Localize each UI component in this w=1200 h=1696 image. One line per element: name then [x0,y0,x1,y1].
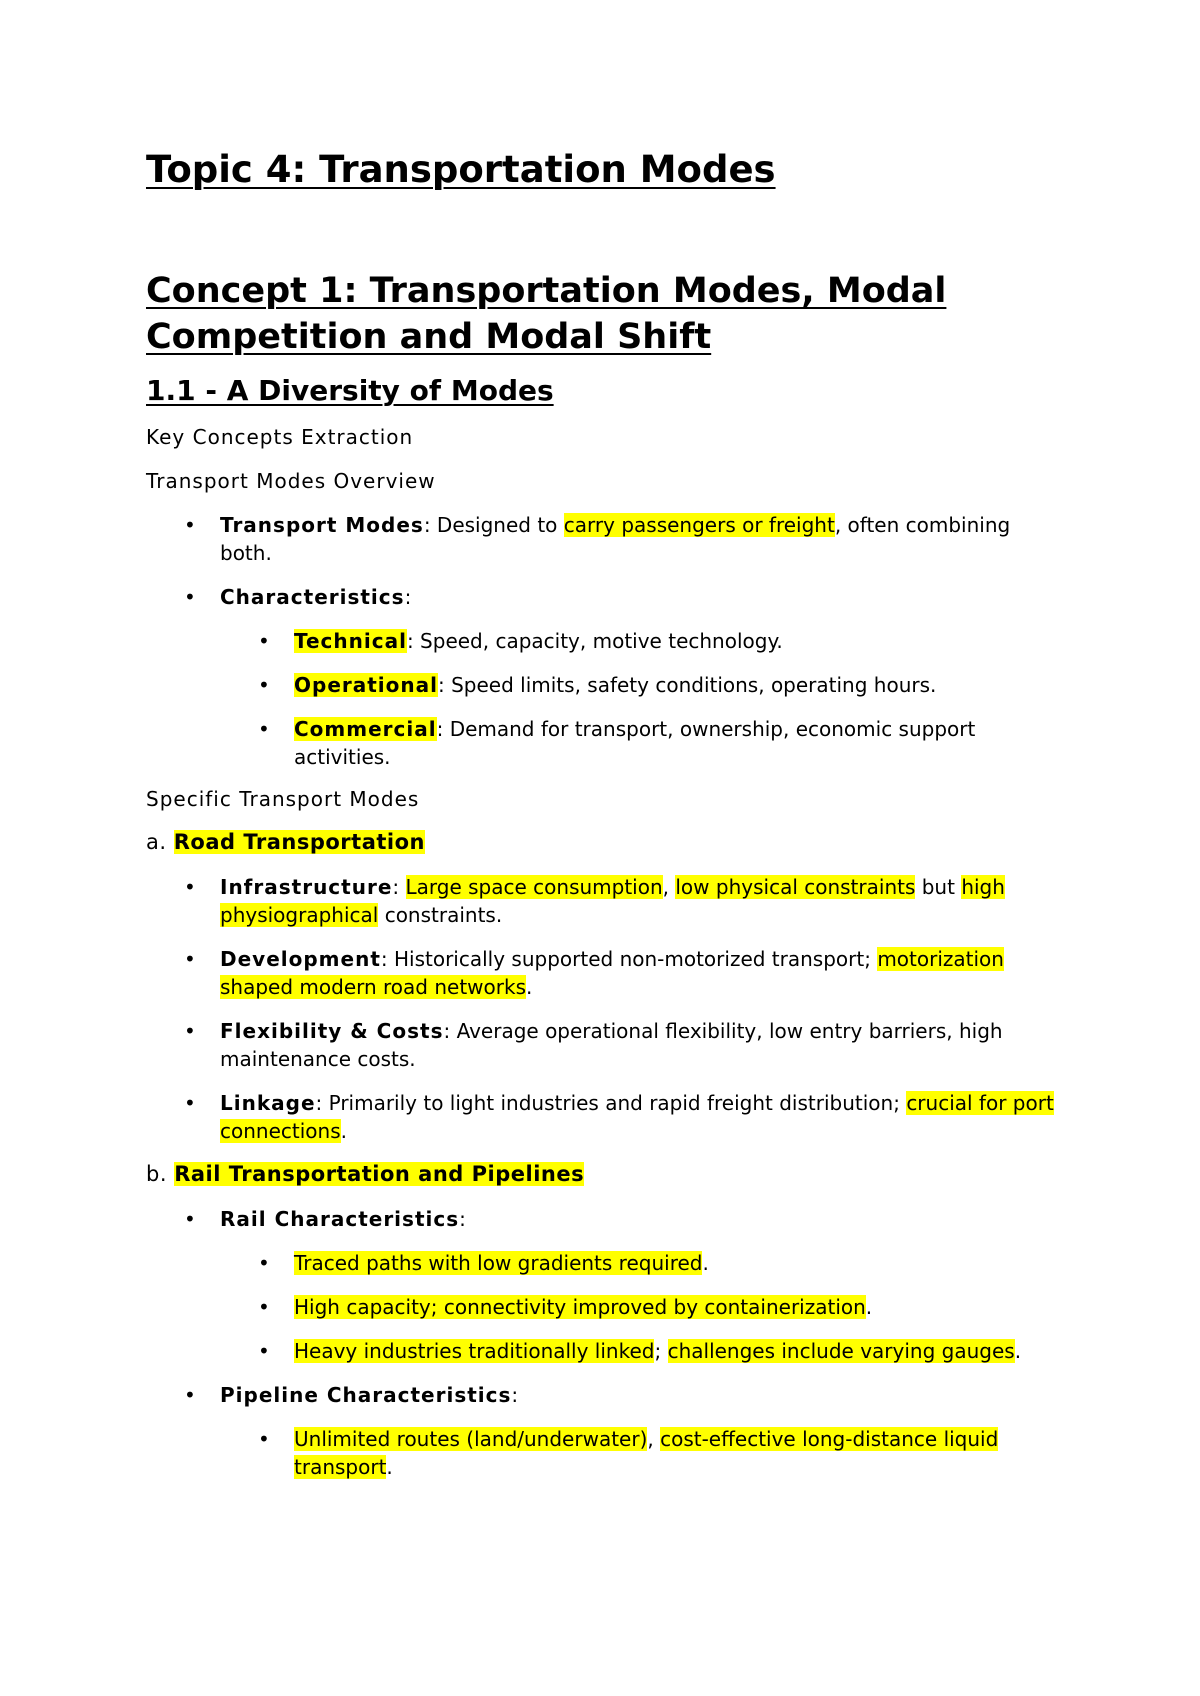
bullet-icon: • [258,629,270,653]
item-label: Transport Modes [220,513,424,537]
highlight: cost-effective long-distance liquid transport [294,1427,999,1479]
concept-heading-line1: Concept 1: Transportation Modes, Modal [146,271,947,311]
list-item: • Flexibility & Costs: Average operational flexibility, low entry barriers, high maintenance costs. [184,1019,1003,1071]
bullet-icon: • [184,513,196,537]
highlight: High capacity; connectivity improved by containerization [294,1295,866,1319]
highlight: Traced paths with low gradients required [294,1251,703,1275]
road-list [146,873,1066,1145]
list-item: • Infrastructure: Large space consumption, low physical constraints but high physiographical constraints. [184,875,1005,927]
list-item: • Rail Characteristics: • Traced paths with low gradients required. • High capacity; connectivity improved by containerization. • Heavy industries traditionally linked; challenges include varying gauges. [146,1205,1066,1365]
item-label: Rail Characteristics [220,1207,460,1231]
bullet-icon: • [258,1295,270,1319]
item-label: Infrastructure [220,875,393,899]
item-label: Characteristics [220,585,405,609]
highlight: high physiographical [220,875,1005,927]
highlight: low physical constraints [675,875,916,899]
highlight: challenges include varying gauges [667,1339,1015,1363]
page-title: Topic 4: Transportation Modes [146,148,776,191]
item-label: Flexibility & Costs [220,1019,444,1043]
bullet-icon: • [184,1091,196,1115]
item-label: Pipeline Characteristics [220,1383,512,1407]
list-item: • Heavy industries traditionally linked; challenges include varying gauges. [258,1339,1022,1363]
key-concepts-heading: Key Concepts Extraction [146,425,414,449]
highlight: Heavy industries traditionally linked [294,1339,655,1363]
highlight: Technical [294,629,407,653]
highlight: Road Transportation [173,830,425,854]
characteristics-list [220,627,1066,771]
rail-heading: b. Rail Transportation and Pipelines [146,1162,585,1186]
bullet-icon: • [184,1019,196,1043]
list-item: • High capacity; connectivity improved by containerization. [258,1295,873,1319]
bullet-icon: • [184,1383,196,1407]
concept-heading-line2: Competition and Modal Shift [146,317,712,357]
list-item: • Development: Historically supported non-motorized transport; motorization shaped modern road networks. [184,947,1004,999]
highlight: crucial for port connections [220,1091,1054,1143]
concept-heading [146,268,1066,360]
list-item: • Transport Modes: Designed to carry passengers or freight, often combining both. [184,513,1011,565]
list-item: • Traced paths with low gradients required. [258,1251,709,1275]
highlight: Operational [294,673,438,697]
highlight: Unlimited routes (land/underwater) [294,1427,648,1451]
road-heading: a. Road Transportation [146,830,425,854]
bullet-icon: • [258,1339,270,1363]
list-item: • Linkage: Primarily to light industries and rapid freight distribution; crucial for port connections. [184,1091,1054,1143]
list-item: • Commercial: Demand for transport, ownership, economic support activities. [258,717,976,769]
highlight: Large space consumption [405,875,663,899]
bullet-icon: • [258,673,270,697]
bullet-icon: • [258,1251,270,1275]
bullet-icon: • [258,717,270,741]
item-label: Development [220,947,381,971]
item-label: Linkage [220,1091,316,1115]
specific-modes-heading: Specific Transport Modes [146,787,420,811]
section-heading: 1.1 - A Diversity of Modes [146,374,554,407]
list-item: • Characteristics: • Technical: Speed, capacity, motive technology. • Operational: Speed limits, safety conditions, operating hours. • Commercial: Demand for transport, ownership, economic support activities. [146,583,1066,771]
highlight: motorization shaped modern road networks [220,947,1004,999]
bullet-icon: • [258,1427,270,1451]
list-item: • Technical: Speed, capacity, motive technology. [258,629,783,653]
rail-list [146,1205,1066,1481]
list-item: • Unlimited routes (land/underwater), cost-effective long-distance liquid transport. [258,1427,999,1479]
overview-heading: Transport Modes Overview [146,469,436,493]
highlight: Rail Transportation and Pipelines [174,1162,585,1186]
list-item: • Operational: Speed limits, safety conditions, operating hours. [258,673,937,697]
highlight: carry passengers or freight [563,513,835,537]
highlight: Commercial [294,717,437,741]
bullet-icon: • [184,1207,196,1231]
pipeline-characteristics-list [220,1425,1066,1481]
bullet-icon: • [184,875,196,899]
list-item: • Pipeline Characteristics: • Unlimited routes (land/underwater), cost-effective long-distance liquid transport. [146,1381,1066,1481]
bullet-icon: • [184,585,196,609]
document-content [146,146,1066,1481]
bullet-icon: • [184,947,196,971]
overview-list [146,511,1066,771]
rail-characteristics-list [220,1249,1066,1365]
